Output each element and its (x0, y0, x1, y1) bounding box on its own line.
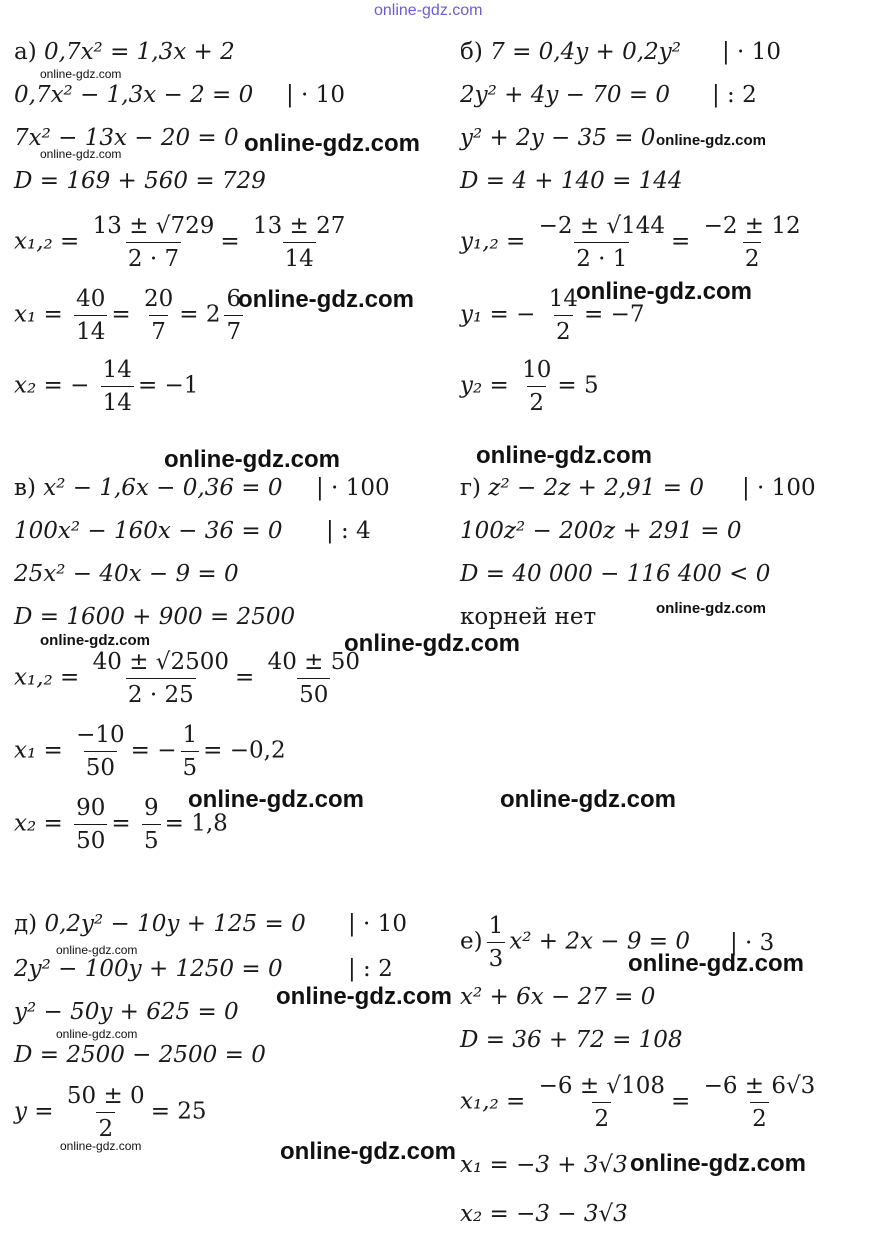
e-equation-1: е) $\frac{1}{3}$ x² + 2x − 9 = 0 (460, 913, 690, 972)
e-discriminant: D = 36 + 72 = 108 (460, 1027, 683, 1053)
g-answer: корней нет (460, 604, 597, 630)
g-equation-1: г) z² − 2z + 2,91 = 0 (460, 475, 704, 501)
watermark-small: online-gdz.com (40, 632, 150, 649)
watermark-small: online-gdz.com (656, 132, 766, 149)
b-operation-2: | : 2 (712, 82, 757, 108)
a-root-x2: x₂ = − $\frac{14}{14}$ = −1 (14, 357, 199, 416)
d-discriminant: D = 2500 − 2500 = 0 (14, 1042, 266, 1068)
b-equation-1: б) 7 = 0,4y + 0,2y² (460, 39, 681, 65)
d-equation-1: д) 0,2y² − 10y + 125 = 0 (14, 911, 306, 937)
watermark-large: online-gdz.com (476, 442, 652, 469)
v-root-x2: x₂ = $\frac{90}{50}$ = $\frac{9}{5}$ = 1,8 (14, 795, 228, 854)
a-fraction-2: $\frac{13 \pm 27}{14}$ (252, 213, 346, 272)
d-equation-3: y² − 50y + 625 = 0 (14, 999, 239, 1025)
watermark-small: online-gdz.com (40, 67, 122, 81)
watermark-small: online-gdz.com (56, 1027, 138, 1041)
v-root-x1: x₁ = $\frac{-10}{50}$ = − $\frac{1}{5}$ = −0,2 (14, 722, 286, 781)
v-equation-2: 100x² − 160x − 36 = 0 (14, 518, 283, 544)
e-operation-1: | · 3 (730, 930, 775, 956)
watermark-large: online-gdz.com (628, 950, 804, 977)
watermark-large: online-gdz.com (188, 786, 364, 813)
a-equation-3: 7x² − 13x − 20 = 0 (14, 125, 239, 151)
v-operation-2: | : 4 (326, 518, 371, 544)
d-operation-1: | · 10 (348, 911, 407, 937)
e-roots-formula: x₁,₂ = $\frac{-6 \pm √108}{2}$ = $\frac{-6 \pm 6√3}{2}$ (460, 1073, 816, 1132)
v-discriminant: D = 1600 + 900 = 2500 (14, 604, 296, 630)
b-equation-2: 2y² + 4y − 70 = 0 (460, 82, 671, 108)
watermark-large: online-gdz.com (238, 286, 414, 313)
watermark-large: online-gdz.com (164, 446, 340, 473)
watermark-small: online-gdz.com (60, 1139, 142, 1153)
b-discriminant: D = 4 + 140 = 144 (460, 168, 683, 194)
a-root-x1: x₁ = $\frac{40}{14}$ = $\frac{20}{7}$ = 2 $\frac{6}{7}$ (14, 286, 242, 345)
site-header[interactable]: online-gdz.com (374, 2, 483, 19)
g-operation-1: | · 100 (742, 475, 816, 501)
watermark-large: online-gdz.com (344, 630, 520, 657)
a-operation-2: | · 10 (286, 82, 345, 108)
watermark-large: online-gdz.com (276, 983, 452, 1010)
g-equation-2: 100z² − 200z + 291 = 0 (460, 518, 742, 544)
a-equation-1: а) 0,7x² = 1,3x + 2 (14, 39, 235, 65)
watermark-large: online-gdz.com (576, 278, 752, 305)
b-root-y2: y₂ = $\frac{10}{2}$ = 5 (460, 357, 599, 416)
d-operation-2: | : 2 (348, 956, 393, 982)
e-equation-2: x² + 6x − 27 = 0 (460, 984, 656, 1010)
watermark-small: online-gdz.com (656, 600, 766, 617)
b-operation-1: | · 10 (722, 39, 781, 65)
v-operation-1: | · 100 (316, 475, 390, 501)
v-equation-3: 25x² − 40x − 9 = 0 (14, 561, 239, 587)
v-equation-1: в) x² − 1,6x − 0,36 = 0 (14, 475, 283, 501)
watermark-large: online-gdz.com (280, 1138, 456, 1165)
b-root-y1: y₁ = − $\frac{14}{2}$ = −7 (460, 286, 645, 345)
watermark-large: online-gdz.com (630, 1150, 806, 1177)
b-roots-formula: y₁,₂ = $\frac{-2 \pm √144}{2 \cdot 1}$ = $\frac{-2 \pm 12}{2}$ (460, 213, 801, 272)
a-equation-2: 0,7x² − 1,3x − 2 = 0 (14, 82, 254, 108)
watermark-small: online-gdz.com (56, 943, 138, 957)
watermark-small: online-gdz.com (40, 147, 122, 161)
a-discriminant: D = 169 + 560 = 729 (14, 168, 266, 194)
d-root: y = $\frac{50 \pm 0}{2}$ = 25 (14, 1083, 207, 1142)
e-root-x1: x₁ = −3 + 3√3 (460, 1152, 628, 1178)
v-roots-formula: x₁,₂ = $\frac{40 \pm √2500}{2 \cdot 25}$ = $\frac{40 \pm 50}{50}$ (14, 649, 361, 708)
a-roots-formula: x₁,₂ = $\frac{13 \pm √729}{2 \cdot 7}$ = $\frac{13 \pm 27}{14}$ (14, 213, 346, 272)
a-fraction-1: $\frac{13 \pm √729}{2 \cdot 7}$ (92, 213, 215, 272)
watermark-large: online-gdz.com (500, 786, 676, 813)
watermark-large: online-gdz.com (244, 130, 420, 157)
g-discriminant: D = 40 000 − 116 400 < 0 (460, 561, 771, 587)
b-equation-3: y² + 2y − 35 = 0 (460, 125, 656, 151)
e-root-x2: x₂ = −3 − 3√3 (460, 1201, 628, 1227)
d-equation-2: 2y² − 100y + 1250 = 0 (14, 956, 283, 982)
